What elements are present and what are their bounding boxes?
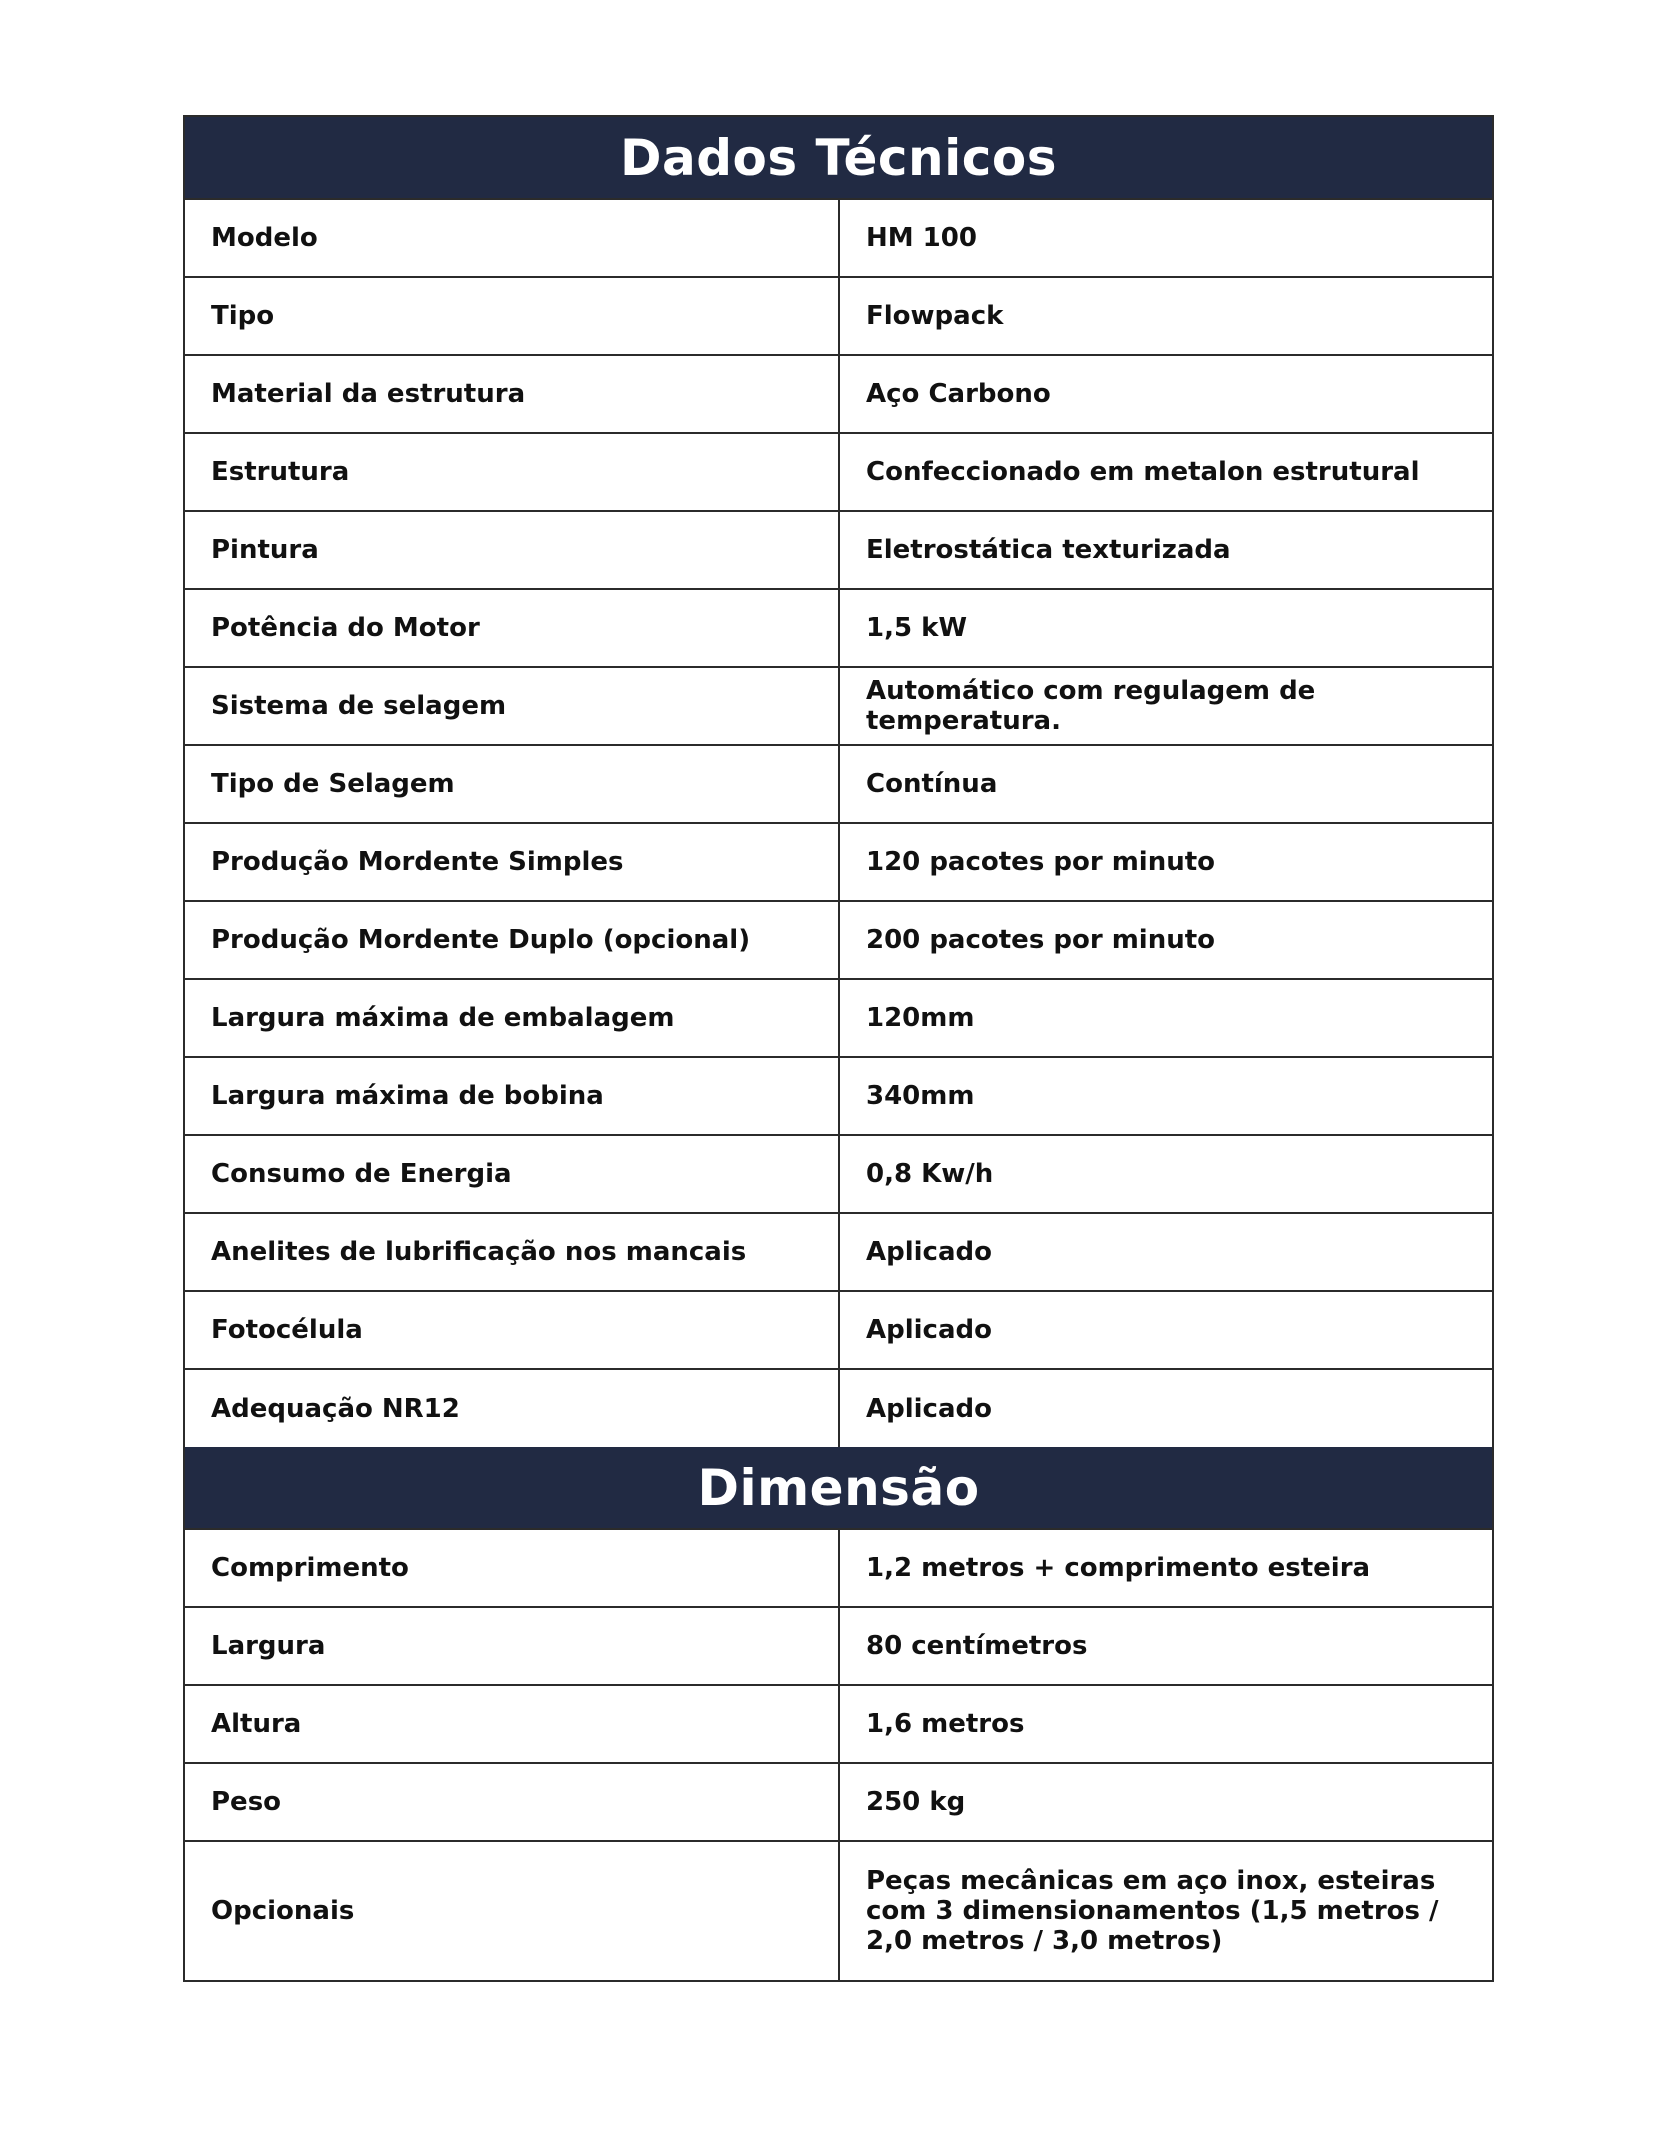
spec-label: Anelites de lubrificação nos mancais bbox=[185, 1213, 839, 1291]
table-row bbox=[185, 433, 1492, 511]
table-row bbox=[185, 1763, 1492, 1841]
table-row bbox=[185, 511, 1492, 589]
table-row bbox=[185, 1213, 1492, 1291]
spec-value: Peças mecânicas em aço inox, esteiras com 3 dimensionamentos (1,5 metros / 2,0 metros / 3,0 metros) bbox=[839, 1841, 1492, 1980]
spec-label: Pintura bbox=[185, 511, 839, 589]
spec-label: Fotocélula bbox=[185, 1291, 839, 1369]
spec-value: 340mm bbox=[839, 1057, 1492, 1135]
spec-label: Adequação NR12 bbox=[185, 1369, 839, 1447]
spec-value: Contínua bbox=[839, 745, 1492, 823]
spec-value: 250 kg bbox=[839, 1763, 1492, 1841]
spec-label: Largura máxima de bobina bbox=[185, 1057, 839, 1135]
spec-label: Produção Mordente Simples bbox=[185, 823, 839, 901]
spec-value: Aplicado bbox=[839, 1369, 1492, 1447]
spec-label: Material da estrutura bbox=[185, 355, 839, 433]
spec-value: Eletrostática texturizada bbox=[839, 511, 1492, 589]
spec-label: Altura bbox=[185, 1685, 839, 1763]
spec-value: 200 pacotes por minuto bbox=[839, 901, 1492, 979]
table-row bbox=[185, 1369, 1492, 1447]
technical-data-table bbox=[185, 198, 1492, 1447]
table-row bbox=[185, 1291, 1492, 1369]
technical-data-header: Dados Técnicos bbox=[185, 117, 1492, 198]
spec-label: Estrutura bbox=[185, 433, 839, 511]
spec-value: 1,2 metros + comprimento esteira bbox=[839, 1529, 1492, 1607]
table-row bbox=[185, 277, 1492, 355]
spec-value: 80 centímetros bbox=[839, 1607, 1492, 1685]
table-row bbox=[185, 1057, 1492, 1135]
spec-sheet bbox=[183, 115, 1494, 1982]
spec-label: Potência do Motor bbox=[185, 589, 839, 667]
spec-label: Largura máxima de embalagem bbox=[185, 979, 839, 1057]
spec-value: 120mm bbox=[839, 979, 1492, 1057]
table-row bbox=[185, 979, 1492, 1057]
spec-value: Aplicado bbox=[839, 1213, 1492, 1291]
spec-value: Aplicado bbox=[839, 1291, 1492, 1369]
dimension-table bbox=[185, 1528, 1492, 1980]
spec-label: Produção Mordente Duplo (opcional) bbox=[185, 901, 839, 979]
spec-value: 1,6 metros bbox=[839, 1685, 1492, 1763]
spec-label: Comprimento bbox=[185, 1529, 839, 1607]
table-row bbox=[185, 589, 1492, 667]
table-row bbox=[185, 823, 1492, 901]
table-row bbox=[185, 1529, 1492, 1607]
table-row bbox=[185, 1841, 1492, 1980]
table-row bbox=[185, 1135, 1492, 1213]
table-row bbox=[185, 745, 1492, 823]
spec-value: HM 100 bbox=[839, 199, 1492, 277]
spec-value: 0,8 Kw/h bbox=[839, 1135, 1492, 1213]
spec-value: Aço Carbono bbox=[839, 355, 1492, 433]
table-row bbox=[185, 355, 1492, 433]
spec-label: Sistema de selagem bbox=[185, 667, 839, 745]
table-row bbox=[185, 199, 1492, 277]
spec-label: Largura bbox=[185, 1607, 839, 1685]
spec-value: 1,5 kW bbox=[839, 589, 1492, 667]
table-row bbox=[185, 1685, 1492, 1763]
table-row bbox=[185, 667, 1492, 745]
table-row bbox=[185, 1607, 1492, 1685]
spec-label: Peso bbox=[185, 1763, 839, 1841]
table-row bbox=[185, 901, 1492, 979]
spec-value: Automático com regulagem de temperatura. bbox=[839, 667, 1492, 745]
dimension-header: Dimensão bbox=[185, 1447, 1492, 1528]
spec-label: Consumo de Energia bbox=[185, 1135, 839, 1213]
spec-label: Opcionais bbox=[185, 1841, 839, 1980]
spec-label: Tipo bbox=[185, 277, 839, 355]
spec-value: Flowpack bbox=[839, 277, 1492, 355]
spec-label: Tipo de Selagem bbox=[185, 745, 839, 823]
spec-value: Confeccionado em metalon estrutural bbox=[839, 433, 1492, 511]
spec-label: Modelo bbox=[185, 199, 839, 277]
spec-value: 120 pacotes por minuto bbox=[839, 823, 1492, 901]
